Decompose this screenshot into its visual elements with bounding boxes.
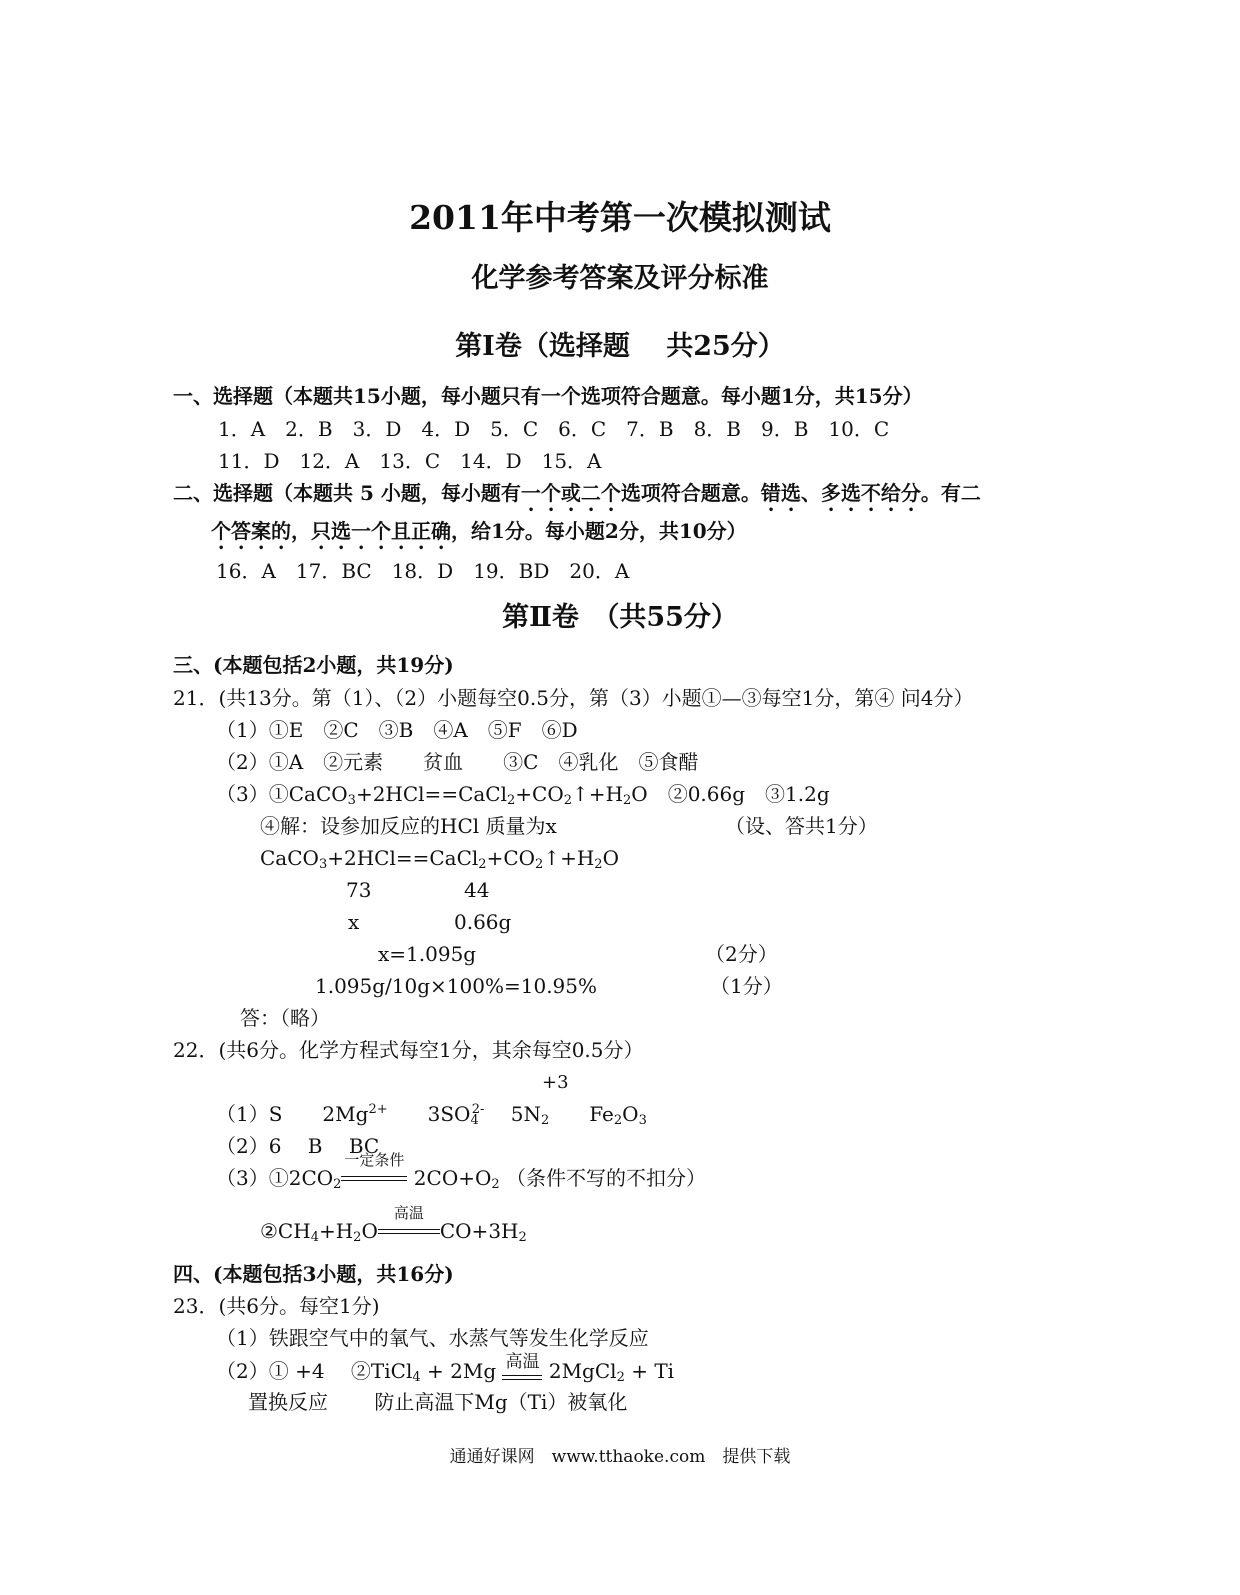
doc-title: 2011年中考第一次模拟测试 — [409, 198, 831, 237]
sec2-heading-line2: 个答案的，只选一个且正确，给1分。每小题2分，共10分） — [211, 519, 747, 543]
q21-result-points: （2分） — [705, 942, 778, 966]
q21-solve-note: （设、答共1分） — [725, 814, 878, 838]
q21-percent: 1.095g/10g×100%=10.95% — [315, 974, 598, 998]
q21-var2: 0.66g — [454, 910, 512, 934]
condition-equals-sign: 高温 — [502, 1358, 542, 1384]
q21-var1: x — [348, 910, 360, 934]
q22-line1: （1）S $2Mg^{2+}$ $3SO_4^{2-}$ $5N_2$ $Fe_2O_3$ — [216, 1102, 647, 1128]
q23-line1: （1）铁跟空气中的氧气、水蒸气等发生化学反应 — [216, 1326, 649, 1350]
q21-line3: $(3)①CaCO_3+2HCl==CaCl_2+CO_2↑+H_2O$ ②0.66g ③1.2g — [216, 782, 830, 808]
q23-line2: （2）① +4 ②TiCl$_4$ + 2Mg 高温 2MgCl$_2$ + Ti — [216, 1352, 675, 1385]
q22-head: 22．(共6分。化学方程式每空1分，其余每空0.5分） — [173, 1038, 644, 1062]
sec1-answers-row2: 11．D 12．A 13．C 14．D 15．A — [218, 449, 602, 473]
sec4-heading: 四、(本题包括3小题，共16分) — [173, 1262, 454, 1286]
sec2-heading-line1: 二、选择题（本题共 5 小题，每小题有一个或二个选项符合题意。错选、多选不给分。有二 — [173, 481, 981, 505]
sec1-heading: 一、选择题（本题共15小题，每小题只有一个选项符合题意。每小题1分，共15分） — [173, 384, 923, 408]
condition-equals-sign: 高温 — [378, 1218, 440, 1244]
part2-heading: 第Ⅱ卷 （共55分） — [502, 602, 738, 633]
q21-line2: （2）①A ②元素 贫血 ③C ④乳化 ⑤食醋 — [216, 750, 699, 774]
q21-percent-points: （1分） — [710, 974, 783, 998]
sec2-answers: 16．A 17．BC 18．D 19．BD 20．A — [216, 559, 630, 583]
q21-line1: （1）①E ②C ③B ④A ⑤F ⑥D — [216, 718, 578, 742]
q23-line3: 置换反应 防止高温下Mg（Ti）被氧化 — [248, 1390, 628, 1414]
q21-solve: ④解：设参加反应的HCl 质量为x — [260, 814, 557, 838]
q21-answer: 答：（略） — [240, 1006, 330, 1030]
q22-line2: （2）6 B BC — [216, 1134, 380, 1158]
part1-heading: 第Ⅰ卷（选择题 共25分） — [455, 331, 785, 362]
q21-result: x=1.095g — [378, 942, 477, 966]
q22-line4: $②CH_4+H_2O$ 高温 $CO+3H_2$ — [260, 1204, 527, 1245]
q22-line3: $(3)①2CO_2$ 一定条件 $2CO+O_2$ （条件不写的不扣分） — [216, 1151, 707, 1192]
q22-valence: +3 — [542, 1072, 569, 1093]
doc-subtitle: 化学参考答案及评分标准 — [471, 263, 769, 294]
q21-equation: $CaCO_3+2HCl==CaCl_2+CO_2↑+H_2O$ — [260, 846, 619, 872]
q21-head: 21．(共13分。第（1）、（2）小题每空0.5分，第（3）小题①—③每空1分，第④ 问4分） — [173, 686, 974, 710]
sec3-heading: 三、(本题包括2小题，共19分) — [173, 653, 454, 677]
sec1-answers-row1: 1．A 2．B 3．D 4．D 5．C 6．C 7．B 8．B 9．B 10．C — [218, 417, 890, 441]
condition-equals-sign: 一定条件 — [341, 1165, 407, 1191]
q21-mass2: 44 — [464, 878, 490, 902]
page-footer: 通通好课网 www.tthaoke.com 提供下载 — [449, 1447, 791, 1467]
q21-mass1: 73 — [346, 878, 372, 902]
q23-head: 23．(共6分。每空1分) — [173, 1294, 380, 1318]
